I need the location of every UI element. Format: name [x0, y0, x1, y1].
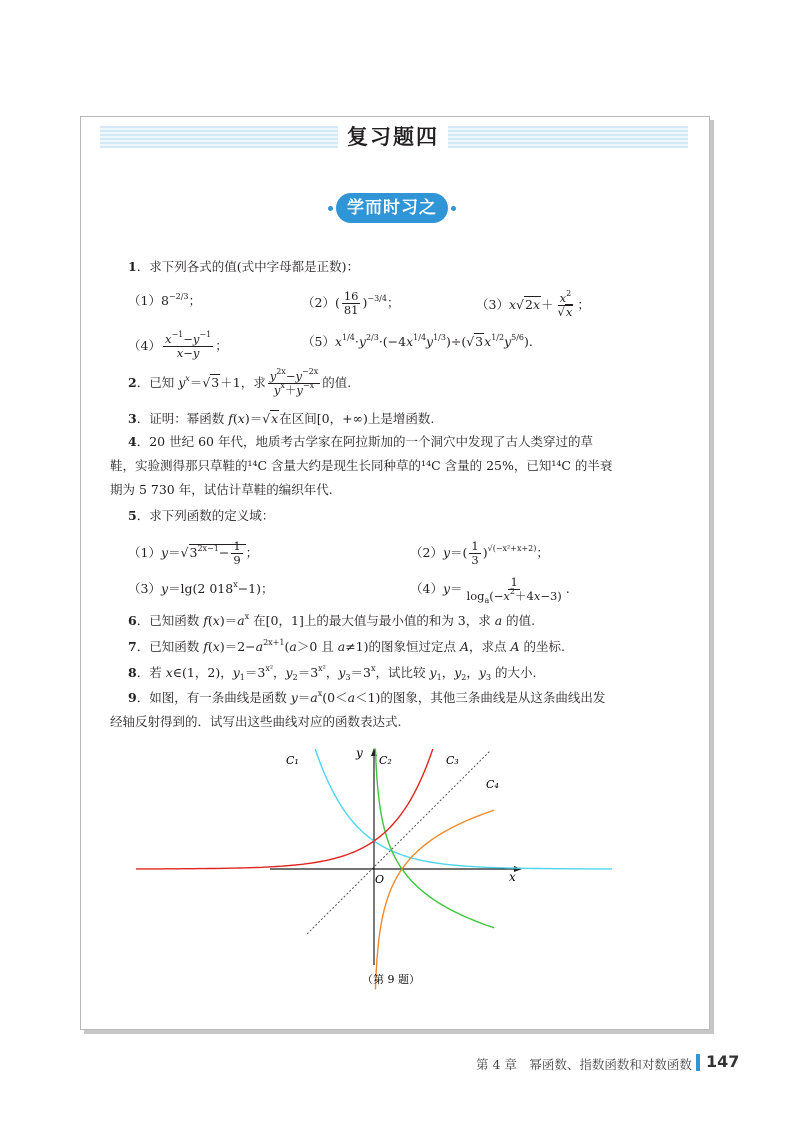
chapter-footer: 第 4 章 幂函数、指数函数和对数函数	[476, 1057, 692, 1072]
curve-label-c1: C₁	[286, 754, 299, 767]
problem-3-text: 在区间[0，+∞)上是增函数.	[279, 411, 435, 426]
problem-3-text: 证明：幂函数	[149, 411, 225, 426]
problem-5-item-1: （1）y＝√ $3^{2x-1}-$ $\frac{1}{9}$ ；	[128, 540, 258, 567]
origin-label: O	[375, 873, 385, 886]
problem-5-text: 求下列函数的定义域：	[149, 508, 275, 523]
problem-9-line-2: 经轴反射得到的．试写出这些曲线对应的函数表达式.	[110, 714, 402, 729]
footer-accent-bar	[696, 1054, 700, 1071]
problem-7-text: 已知函数	[149, 639, 200, 654]
problem-9-text: 如图，有一条曲线是函数	[149, 690, 287, 705]
problem-2-number: 2	[128, 375, 137, 390]
problem-1-item-2: （2）( $\frac{16}{81}$ )$^{-3/4}$；	[302, 289, 400, 317]
problem-3-number: 3	[128, 411, 137, 426]
problem-8-number: 8	[128, 665, 137, 680]
problem-7-text: ，求点	[469, 639, 507, 654]
problem-1-number: 1	[128, 259, 137, 274]
problem-1-item-3: （3）x√ 2x＋ $x^2$ √ x ；	[476, 292, 590, 319]
problem-8: 8．若 x∈(1，2)，$y_1=3^{x^2}$，$y_2=3^{x^2}$，$y_3=3^x$，试比较 $y_1$，$y_2$，$y_3$ 的大小.	[128, 664, 537, 682]
problem-4-number: 4	[128, 434, 137, 449]
problem-4-line-1: 4．20 世纪 60 年代，地质考古学家在阿拉斯加的一个洞穴中发现了古人类穿过的草	[128, 434, 593, 449]
problem-9-number: 9	[128, 690, 137, 705]
item-label: （1）	[128, 293, 161, 308]
item-label: （2）	[302, 295, 335, 310]
problem-8-text: 若	[149, 665, 162, 680]
problem-5-item-2: （2）y＝( $\frac{1}{3}$ )$^{√(-x^2+x+2)}$；	[410, 539, 549, 567]
axis-label-x: x	[509, 870, 516, 884]
problem-7: 7．已知函数 $f(x)=2-a^{2x+1}(a>0$ 且 a≠1)的图象恒过定点 A，求点 A 的坐标.	[128, 638, 566, 654]
item-label: （5）	[302, 334, 335, 349]
problem-5-number: 5	[128, 508, 137, 523]
problem-9-text: 的图象，其他三条曲线是从这条曲线出发	[380, 690, 606, 705]
figure-caption: （第 9 题）	[362, 973, 420, 986]
problem-1-text: 求下列各式的值(式中字母都是正数)：	[149, 259, 359, 274]
item-label: （1）	[128, 545, 161, 560]
problem-7-text: 的坐标.	[523, 639, 566, 654]
problem-1-item-4: （4） $\frac{x^{-1}-y^{-1}}{x-y}$ ；	[128, 330, 228, 360]
problem-2-text: 的值.	[322, 375, 352, 390]
curve-label-c4: C₄	[486, 778, 499, 791]
problem-4-line-3: 期为 5 730 年，试估计草鞋的编织年代.	[110, 482, 333, 497]
item-label: （3）	[128, 581, 161, 596]
problem-2-text: 已知	[149, 375, 175, 390]
problem-6-text: 的值.	[506, 613, 536, 628]
problem-8-text: 试比较	[388, 665, 426, 680]
problem-7-text: 的图象恒过定点	[368, 639, 457, 654]
section-badge: 学而时习之	[336, 193, 448, 223]
item-label: （2）	[410, 545, 443, 560]
curve-label-c2: C₂	[379, 754, 392, 767]
problem-2: 2．已知 $y^x=√$ 3＋1，求 $\frac{y^{2x}-y^{-2x}}{y^x+y^{-x}}$ 的值.	[128, 370, 351, 397]
curve-label-c3: C₃	[446, 754, 459, 767]
problem-4-text: 20 世纪 60 年代，地质考古学家在阿拉斯加的一个洞穴中发现了古人类穿过的草	[149, 434, 593, 449]
problem-3: 3．证明：幂函数 f(x)＝√ x在区间[0，+∞)上是增函数.	[128, 410, 434, 428]
problem-6-text: 已知函数	[149, 613, 200, 628]
problem-1: 1．求下列各式的值(式中字母都是正数)：	[128, 259, 359, 274]
problem-9-figure	[260, 740, 540, 986]
problem-5-item-4: （4）y＝ $\frac{1}{\log_a(-x^2+4x-3)}$ .	[410, 575, 570, 605]
problem-6-text: 在[0，1]上的最大值与最小值的和为 3，求	[253, 613, 491, 628]
problem-6-number: 6	[128, 613, 137, 628]
page-title: 复习题四	[338, 122, 448, 152]
problem-2-text: ，求	[240, 375, 266, 390]
page-number: 147	[706, 1052, 740, 1071]
problem-1-item-5: $(5)x^{1/4}\cdot y^{2/3}\cdot(-4x^{1/4}y^{1/3})\div(√$ $3x^{1/2}y^{5/6}$).	[302, 333, 533, 351]
problem-8-text: 的大小.	[495, 665, 537, 680]
problem-4-line-2: 鞋，实验测得那只草鞋的¹⁴C 含量大约是现生长同种草的¹⁴C 含量的 25%，已知¹⁴C 的半衰	[110, 458, 613, 473]
diagonal-line	[307, 751, 490, 934]
item-label: （4）	[128, 338, 161, 353]
item-label: （3）	[476, 297, 509, 312]
problem-7-number: 7	[128, 639, 137, 654]
problem-6: 6．已知函数 $f(x)=a^x$ 在[0，1]上的最大值与最小值的和为 3，求 a 的值.	[128, 612, 536, 628]
problem-9-line-1: 9．如图，有一条曲线是函数 $y=a^x(0<a<1)$的图象，其他三条曲线是从这条曲线出发	[128, 689, 606, 705]
problem-1-item-1: $(1)8^{-2/3}$；	[128, 292, 201, 308]
problem-5-item-3: （3）y＝lg(2 $018^x-1$)；	[128, 580, 274, 596]
axis-label-y: y	[356, 746, 363, 760]
problem-5: 5．求下列函数的定义域：	[128, 508, 275, 523]
item-label: （4）	[410, 581, 443, 596]
